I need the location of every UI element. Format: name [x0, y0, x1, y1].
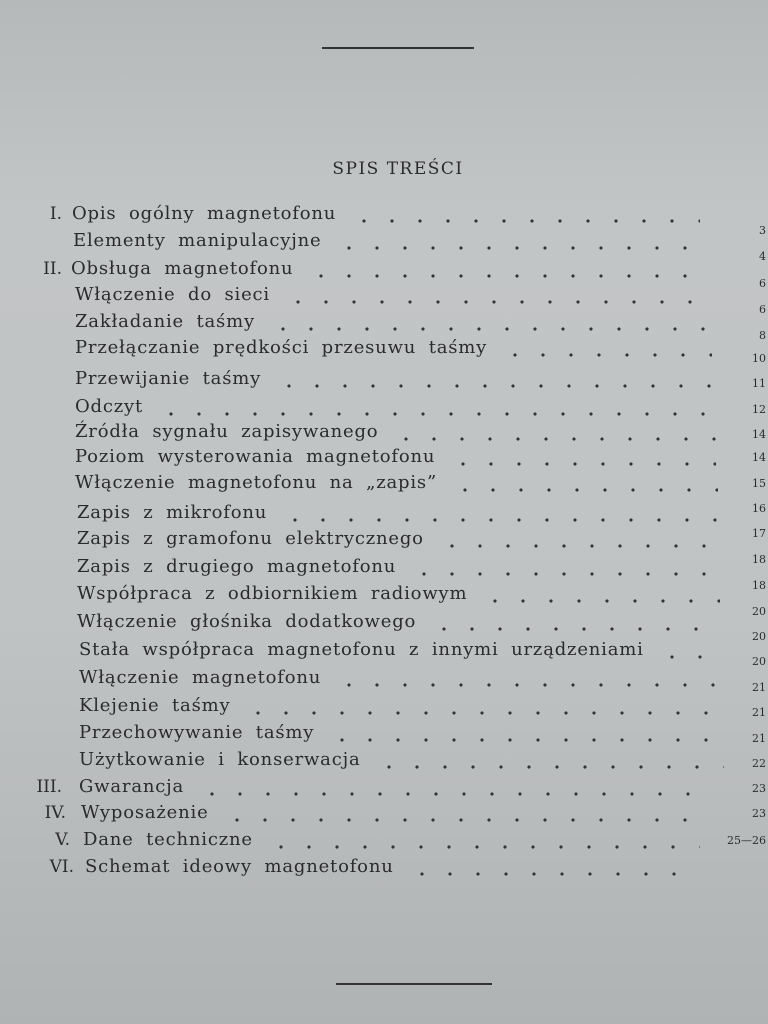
- toc-entry-title: Włączenie głośnika dodatkowego: [77, 611, 417, 632]
- toc-page-number: 20: [752, 655, 766, 668]
- toc-entry-title: Opis ogólny magnetofonu: [72, 203, 337, 224]
- toc-page-number: 11: [752, 377, 766, 390]
- toc-section-number: I.: [49, 204, 62, 224]
- toc-entry-title: Gwarancja: [79, 776, 185, 797]
- toc-entry-title: Zapis z mikrofonu: [77, 502, 268, 523]
- toc-entry-title: Włączenie do sieci: [75, 284, 270, 305]
- toc-page-number: 20: [752, 605, 766, 618]
- toc-leader-dots: [267, 845, 700, 849]
- toc-page-number: 16: [752, 502, 766, 515]
- toc-page-number: 18: [752, 553, 766, 566]
- toc-leader-dots: [335, 683, 722, 687]
- toc-page-number: 6: [759, 277, 766, 290]
- toc-leader-dots: [281, 518, 718, 522]
- toc-leader-dots: [449, 462, 716, 466]
- toc-section-number: IV.: [44, 803, 66, 823]
- toc-leader-dots: [408, 872, 690, 876]
- toc-page-number: 14: [752, 428, 766, 441]
- toc-entry-title: Przewijanie taśmy: [75, 368, 262, 389]
- toc-leader-dots: [198, 792, 712, 796]
- toc-entry-title: Stała współpraca magnetofonu z innymi urządzeniami: [79, 639, 644, 660]
- toc-section-number: II.: [43, 259, 62, 279]
- toc-page-number: 8: [759, 329, 766, 342]
- toc-page-number: 4: [759, 250, 766, 263]
- toc-entry-title: Klejenie taśmy: [79, 695, 231, 716]
- toc-entry-title: Zakładanie taśmy: [75, 311, 255, 332]
- toc-leader-dots: [284, 300, 710, 304]
- toc-page-number: 18: [752, 579, 766, 592]
- toc-page-number: 23: [752, 807, 766, 820]
- toc-page-number: 21: [752, 681, 766, 694]
- toc-leader-dots: [410, 572, 720, 576]
- toc-leader-dots: [481, 599, 720, 603]
- toc-leader-dots: [307, 274, 708, 278]
- toc-page-number: 6: [759, 303, 766, 316]
- page-title: SPIS TREŚCI: [332, 159, 464, 179]
- toc-entry-title: Współpraca z odbiornikiem radiowym: [77, 583, 468, 604]
- toc-leader-dots: [269, 327, 712, 331]
- toc-entry-title: Zapis z gramofonu elektrycznego: [77, 528, 424, 549]
- toc-entry-title: Przechowywanie taśmy: [79, 722, 315, 743]
- toc-entry-title: Dane techniczne: [83, 829, 253, 850]
- toc-leader-dots: [350, 219, 700, 223]
- toc-section-number: V.: [55, 830, 70, 850]
- toc-page-number: 14: [752, 451, 766, 464]
- toc-section-number: III.: [36, 777, 62, 797]
- toc-page-number: 25—26: [727, 834, 766, 847]
- toc-leader-dots: [223, 818, 710, 822]
- toc-entry-title: Źródła sygnału zapisywanego: [75, 421, 379, 442]
- bottom-rule: [336, 983, 492, 985]
- toc-leader-dots: [375, 765, 724, 769]
- toc-page-number: 3: [759, 224, 766, 237]
- toc-entry-title: Poziom wysterowania magnetofonu: [75, 446, 436, 467]
- toc-entry-title: Przełączanie prędkości przesuwu taśmy: [75, 337, 488, 358]
- toc-entry-title: Obsługa magnetofonu: [71, 258, 294, 279]
- toc-leader-dots: [157, 412, 714, 416]
- toc-leader-dots: [501, 353, 712, 357]
- toc-entry-title: Wyposażenie: [81, 802, 209, 823]
- toc-page-number: 20: [752, 630, 766, 643]
- toc-leader-dots: [244, 711, 724, 715]
- toc-entry-title: Użytkowanie i konserwacja: [79, 749, 361, 770]
- toc-page-number: 12: [752, 403, 766, 416]
- toc-leader-dots: [438, 544, 720, 548]
- toc-leader-dots: [392, 437, 716, 441]
- toc-leader-dots: [430, 627, 722, 631]
- toc-leader-dots: [335, 246, 705, 250]
- toc-page-number: 15: [752, 477, 766, 490]
- toc-leader-dots: [658, 655, 724, 659]
- toc-page-number: 21: [752, 706, 766, 719]
- toc-section-number: VI.: [49, 857, 74, 877]
- toc-page-number: 10: [752, 352, 766, 365]
- toc-leader-dots: [451, 488, 718, 492]
- toc-entry-title: Włączenie magnetofonu na „zapis”: [75, 472, 437, 493]
- toc-page-number: 21: [752, 732, 766, 745]
- toc-entry-title: Odczyt: [75, 396, 144, 417]
- toc-entry-title: Zapis z drugiego magnetofonu: [77, 556, 397, 577]
- toc-entry-title: Elementy manipulacyjne: [73, 230, 322, 251]
- toc-leader-dots: [328, 738, 724, 742]
- toc-entry-title: Włączenie magnetofonu: [79, 667, 322, 688]
- toc-leader-dots: [275, 384, 714, 388]
- toc-page-number: 22: [752, 757, 766, 770]
- toc-page-number: 17: [752, 527, 766, 540]
- toc-page-number: 23: [752, 782, 766, 795]
- toc-entry-title: Schemat ideowy magnetofonu: [85, 856, 394, 877]
